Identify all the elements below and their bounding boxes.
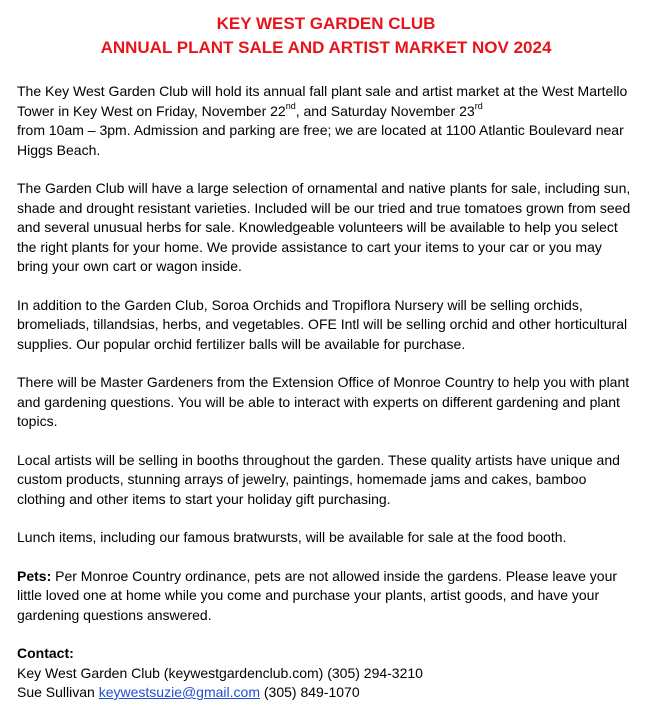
contact-heading: Contact: <box>17 645 74 661</box>
contact-section <box>17 644 635 703</box>
page-title-line1: KEY WEST GARDEN CLUB <box>216 14 436 33</box>
intro-text-c: from 10am – 3pm. Admission and parking are free; we are located at 1100 Atlantic Boulevard near Higgs Beach. <box>17 122 624 158</box>
intro-text-b: , and Saturday November 23 <box>295 102 475 119</box>
plants-paragraph: The Garden Club will have a large selection of ornamental and native plants for sale, including sun, shade and drought resistant varieties. Included will be our tried and true tomatoes grown from seed and several unusual herbs for sale. Knowledgeable volunteers will be available to help you select the right plants for your home. We provide assistance to cart your items to your car or you may bring your own cart or wagon inside. <box>17 180 631 274</box>
intro-sup-rd: rd <box>474 100 483 111</box>
pets-paragraph <box>17 567 635 626</box>
contact-line-sue <box>17 683 635 703</box>
artists-paragraph: Local artists will be selling in booths throughout the garden. These quality artists have unique and custom products, stunning arrays of jewelry, paintings, homemade jams and cakes, bamboo clothing and other items to start your holiday gift purchasing. <box>17 451 620 507</box>
master-gardeners-paragraph: There will be Master Gardeners from the Extension Office of Monroe Country to help you with plant and gardening questions. You will be able to interact with experts on different gardening and plant topics. <box>17 374 630 429</box>
pets-text: Per Monroe Country ordinance, pets are not allowed inside the gardens. Please leave your little loved one at home while you come and purchase your plants, artist goods, and have your gardening questions answered. <box>17 567 618 623</box>
intro-text-a: The Key West Garden Club will hold its annual fall plant sale and artist market at the West Martello Tower in Key West on Friday, November 22 <box>17 83 628 119</box>
contact-line-club: Key West Garden Club (keywestgardenclub.com) (305) 294-3210 <box>17 664 423 681</box>
lunch-paragraph: Lunch items, including our famous bratwursts, will be available for sale at the food booth. <box>17 529 567 545</box>
pets-label: Pets: <box>17 567 52 584</box>
intro-sup-nd: nd <box>285 100 296 111</box>
contact-email-link[interactable]: keywestsuzie@gmail.com <box>98 684 260 700</box>
vendors-paragraph: In addition to the Garden Club, Soroa Orchids and Tropiflora Nursery will be selling orchids, bromeliads, tillandsias, herbs, and vegetables. OFE Intl will be selling orchid and other horticultural supplies. Our popular orchid fertilizer balls will be available for purchase. <box>17 296 628 352</box>
title-block <box>17 12 635 60</box>
intro-paragraph <box>17 82 635 160</box>
contact-sue-phone: (305) 849-1070 <box>259 684 360 700</box>
contact-sue-name: Sue Sullivan <box>17 684 99 700</box>
page-title-line2: ANNUAL PLANT SALE AND ARTIST MARKET NOV 2024 <box>100 38 552 57</box>
